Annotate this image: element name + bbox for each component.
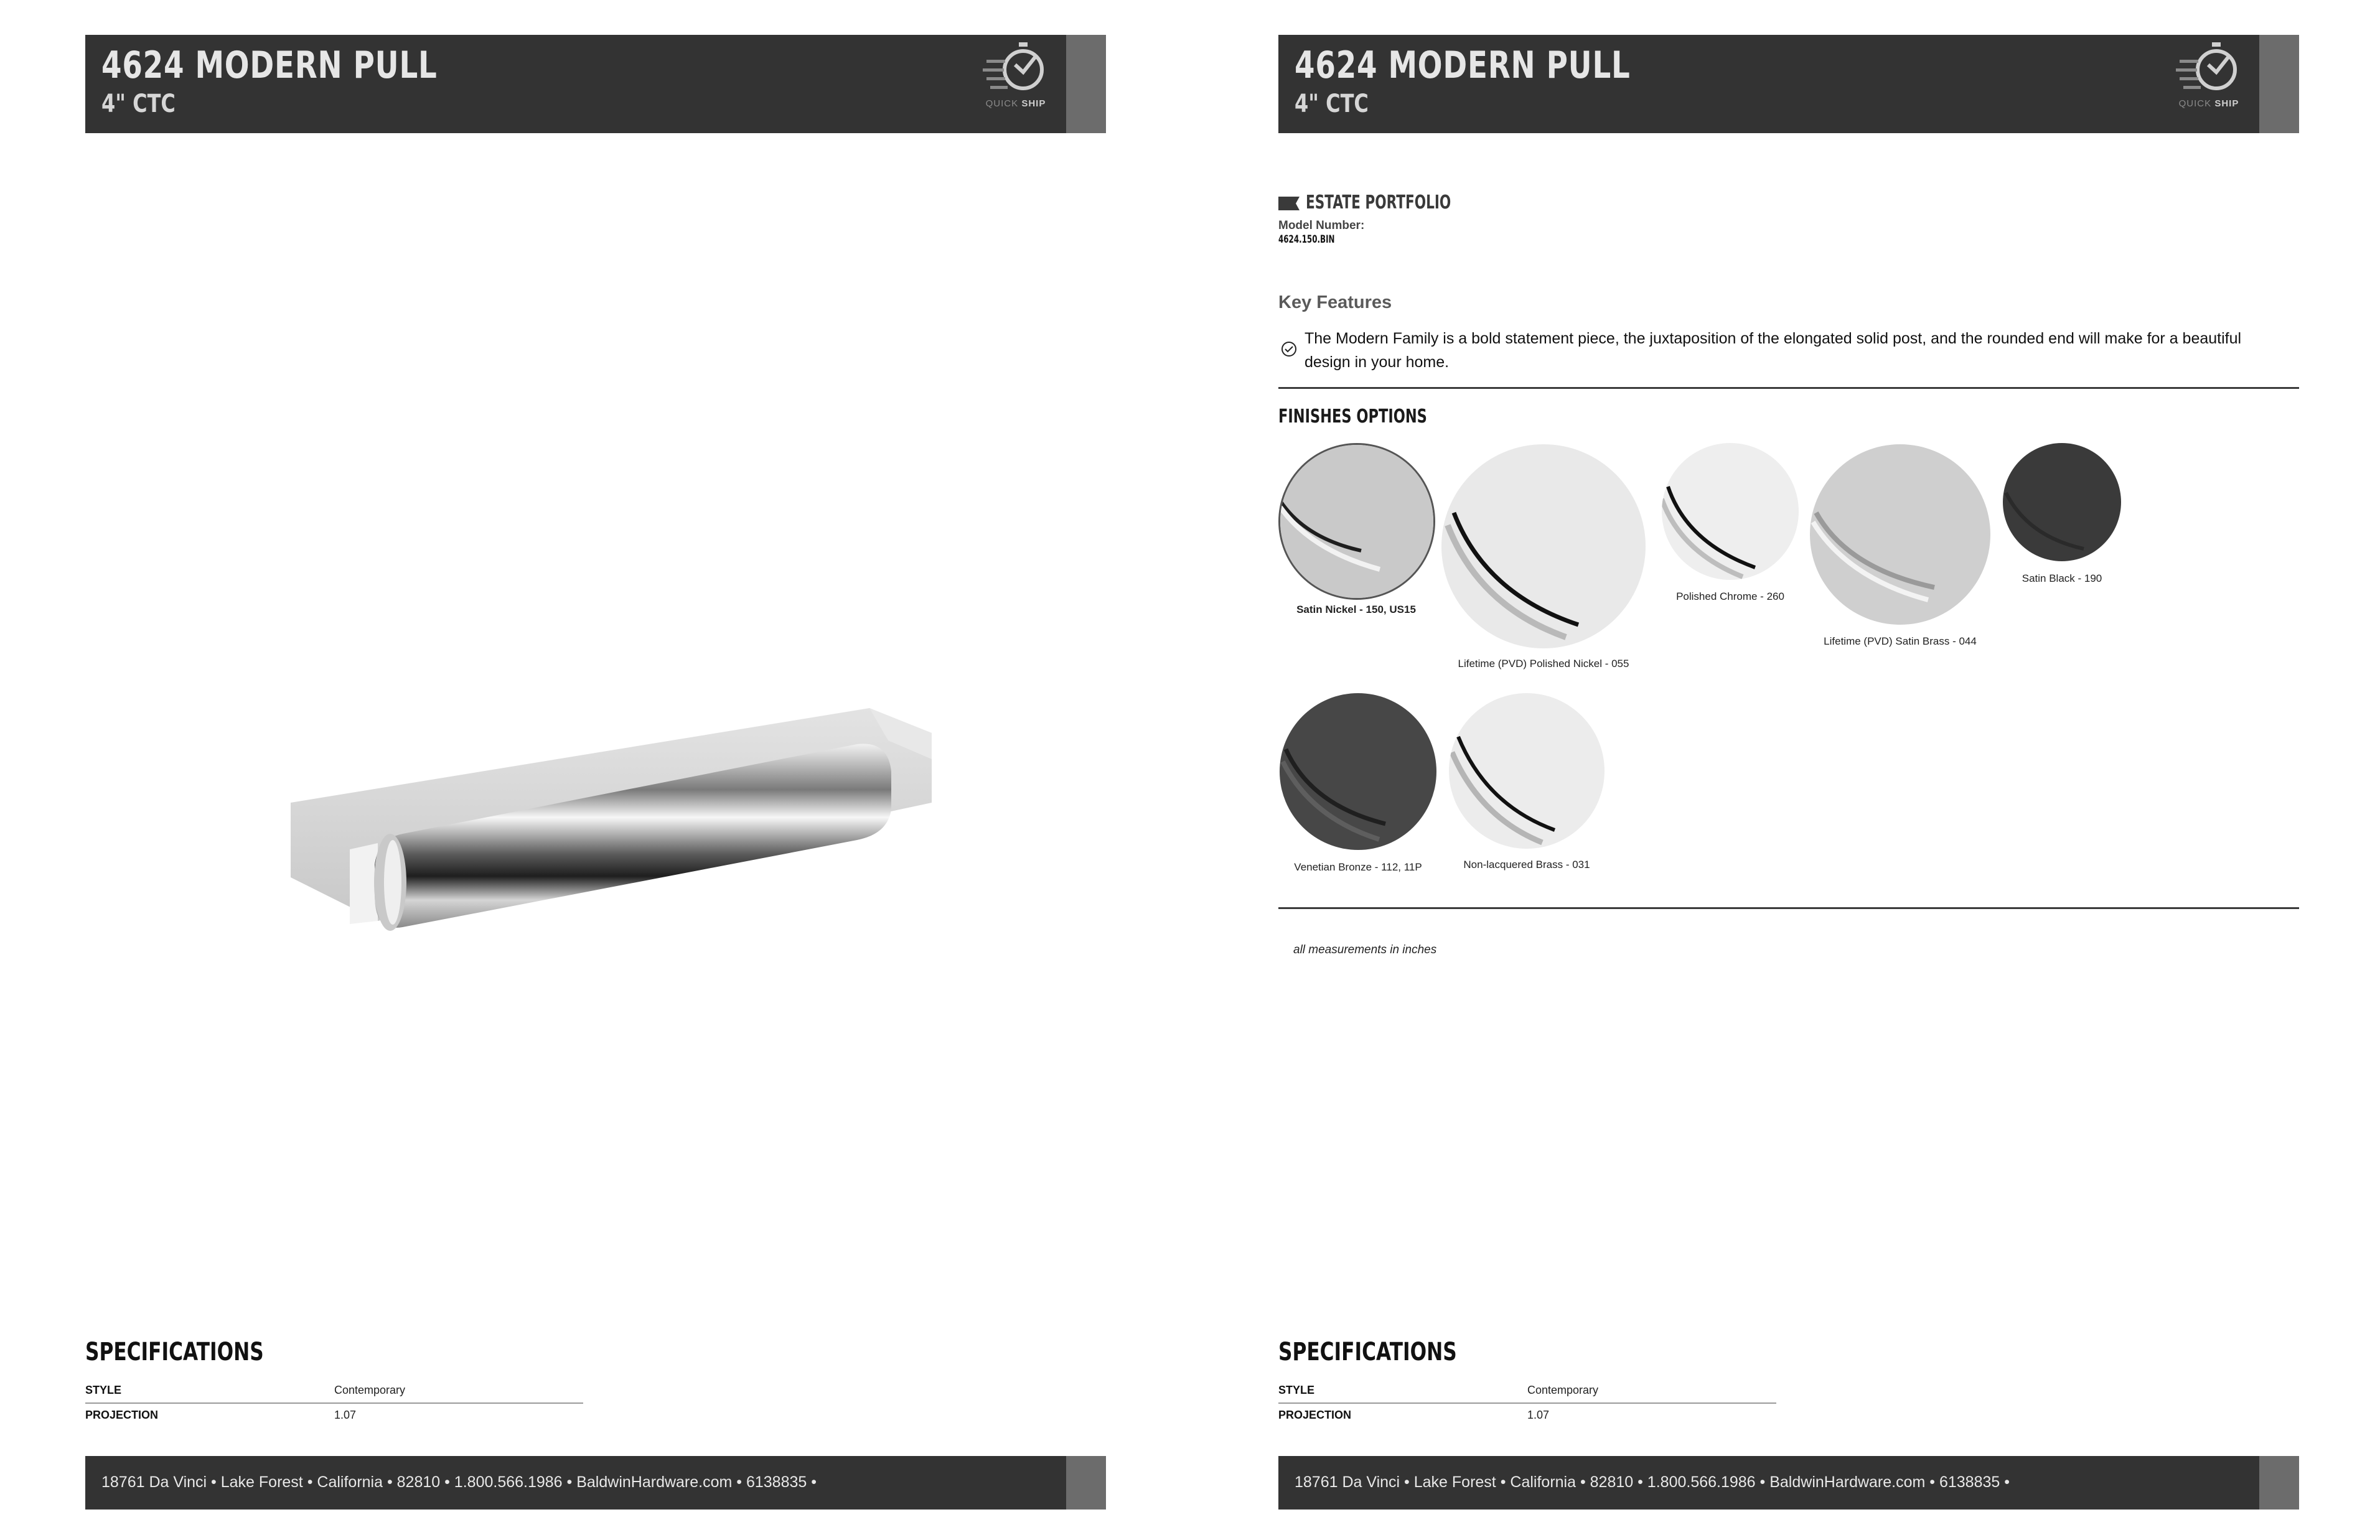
footer-address: 18761 Da Vinci • Lake Forest • California • 82810 • 1.800.566.1986 • BaldwinHardware.com • 6138835 •	[101, 1473, 817, 1491]
divider	[1278, 387, 2299, 389]
product-subtitle: 4" CTC	[101, 90, 176, 118]
product-image	[197, 684, 1006, 946]
product-subtitle: 4" CTC	[1295, 90, 1369, 118]
check-circle-icon	[1281, 341, 1297, 357]
specifications-heading: SPECIFICATIONS	[1278, 1338, 1457, 1366]
quick-ship-label: QUICK SHIP	[985, 98, 1046, 109]
finish-swatch-circle	[1441, 444, 1646, 648]
finish-swatch-circle	[1278, 443, 1435, 600]
flag-icon	[1278, 197, 1300, 210]
quick-ship-badge	[2175, 39, 2243, 119]
spec-row-projection	[1278, 1404, 1776, 1427]
divider	[1278, 907, 2299, 909]
quick-ship-label: QUICK SHIP	[2178, 98, 2239, 109]
finish-label: Lifetime (PVD) Satin Brass - 044	[1824, 635, 1977, 647]
finish-swatch-circle	[1810, 444, 1990, 625]
finishes-heading: FINISHES OPTIONS	[1278, 406, 1427, 427]
stopwatch-icon	[2175, 39, 2243, 98]
finish-swatch-circle	[1449, 693, 1605, 849]
header-tab	[1066, 35, 1106, 133]
footer-tab	[1066, 1456, 1106, 1510]
spec-key: PROJECTION	[85, 1409, 159, 1421]
finish-label: Venetian Bronze - 112, 11P	[1294, 861, 1422, 873]
quick-ship-badge	[982, 39, 1050, 119]
footer-address: 18761 Da Vinci • Lake Forest • California • 82810 • 1.800.566.1986 • BaldwinHardware.com • 6138835 •	[1295, 1473, 2010, 1491]
finish-swatch-circle	[1662, 443, 1799, 580]
spec-value: 1.07	[334, 1409, 357, 1421]
finish-label: Polished Chrome - 260	[1676, 590, 1784, 602]
product-title: 4624 MODERN PULL	[1295, 44, 1631, 87]
spec-key: STYLE	[1278, 1384, 1315, 1396]
specifications-table	[1278, 1379, 1776, 1427]
page-footer	[1278, 1456, 2299, 1510]
stopwatch-icon	[982, 39, 1050, 98]
spec-row-projection	[85, 1404, 583, 1427]
finish-swatch-circle	[2003, 443, 2121, 561]
product-title: 4624 MODERN PULL	[101, 44, 438, 87]
spec-row-style	[85, 1379, 583, 1404]
specifications-table	[85, 1379, 583, 1427]
portfolio-name: ESTATE PORTFOLIO	[1306, 192, 1451, 213]
finish-label: Non-lacquered Brass - 031	[1463, 859, 1590, 870]
finish-label: Satin Black - 190	[2022, 572, 2102, 584]
spec-value: 1.07	[1527, 1409, 1550, 1421]
model-number-value: 4624.150.BIN	[1278, 233, 1335, 246]
finish-swatch-circle	[1280, 693, 1436, 850]
spec-value: Contemporary	[1527, 1384, 1599, 1396]
spec-key: STYLE	[85, 1384, 122, 1396]
spec-key: PROJECTION	[1278, 1409, 1352, 1421]
key-features-heading: Key Features	[1278, 292, 1392, 312]
spec-sheet-page-left	[85, 0, 1106, 1540]
finish-label: Lifetime (PVD) Polished Nickel - 055	[1458, 658, 1629, 670]
page-footer	[85, 1456, 1106, 1510]
finish-label: Satin Nickel - 150, US15	[1296, 604, 1416, 615]
footer-tab	[2259, 1456, 2299, 1510]
measurement-note: all measurements in inches	[1293, 943, 1437, 956]
header-tab	[2259, 35, 2299, 133]
spec-row-style	[1278, 1379, 1776, 1404]
spec-sheet-page-right	[1278, 0, 2299, 1540]
page-header	[85, 35, 1106, 133]
spec-value: Contemporary	[334, 1384, 406, 1396]
model-number-label: Model Number:	[1278, 219, 1365, 232]
specifications-heading: SPECIFICATIONS	[85, 1338, 264, 1366]
page-header	[1278, 35, 2299, 133]
key-features-text: The Modern Family is a bold statement piece, the juxtaposition of the elongated solid post, and the rounded end will make for a beautiful design in your home.	[1305, 330, 2242, 371]
